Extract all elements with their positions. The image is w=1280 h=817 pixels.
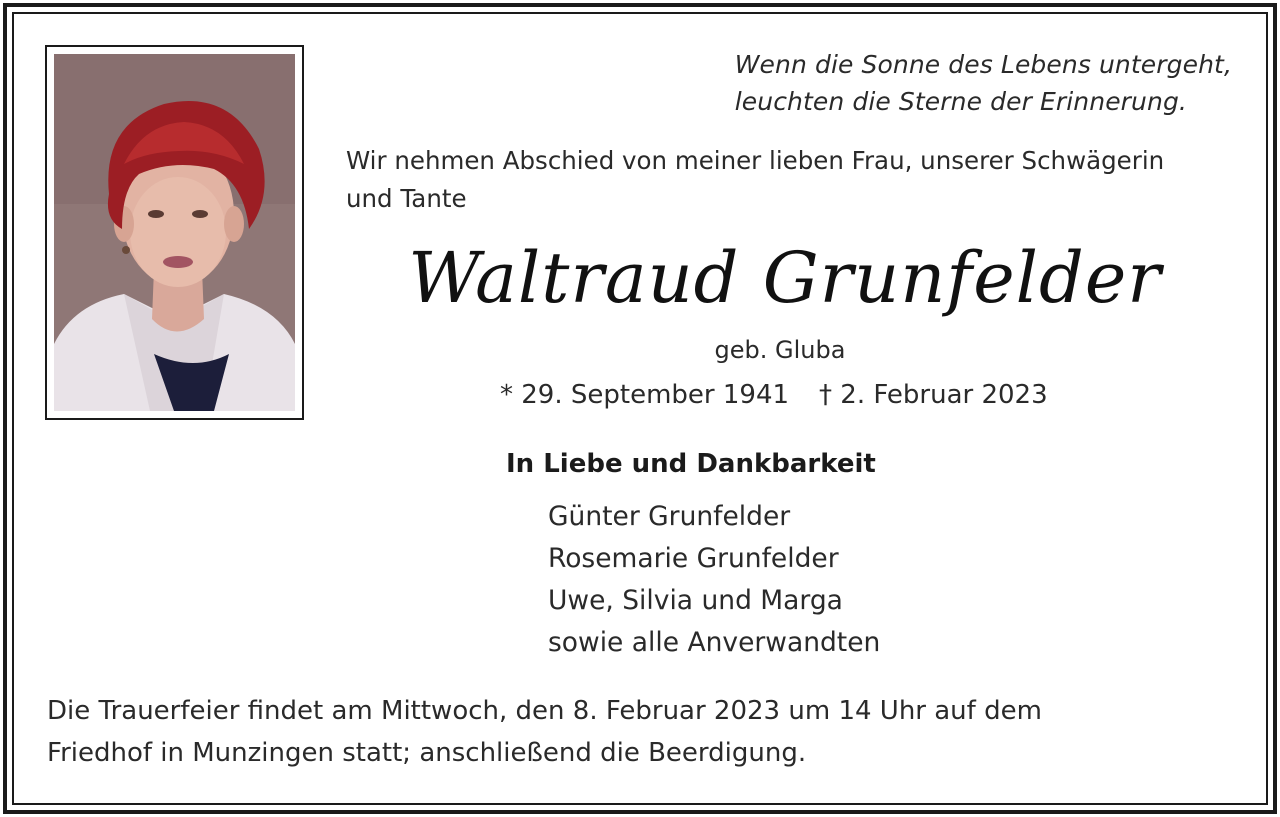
death-date: † 2. Februar 2023 [819,380,1048,410]
mourner-name: Günter Grunfelder [548,501,791,532]
mourners-list [548,496,880,664]
intro-line-2: und Tante [346,184,467,213]
quote-line-1: Wenn die Sonne des Lebens untergeht, [734,50,1232,79]
portrait-frame [45,45,304,420]
birth-date: * 29. September 1941 [500,380,790,410]
life-dates [500,375,1048,415]
portrait-illustration [54,54,295,411]
ceremony-line-2: Friedhof in Munzingen statt; anschließend die Beerdigung. [47,738,807,768]
mourner-name: sowie alle Anverwandten [548,627,881,658]
thanks-heading: In Liebe und Dankbarkeit [506,449,876,479]
maiden-name: geb. Gluba [714,336,846,364]
intro-text [346,142,1236,218]
ceremony-line-1: Die Trauerfeier findet am Mittwoch, den 8. Februar 2023 um 14 Uhr auf dem [47,696,1042,726]
mourner-name: Uwe, Silvia und Marga [548,585,843,616]
intro-line-1: Wir nehmen Abschied von meiner lieben Frau, unserer Schwägerin [346,146,1165,175]
quote [735,46,1232,120]
deceased-name: Waltraud Grunfelder [408,237,1162,319]
mourner-name: Rosemarie Grunfelder [548,543,839,574]
ceremony-info [47,690,1237,774]
quote-line-2: leuchten die Sterne der Erinnerung. [734,87,1187,116]
portrait-photo [54,54,295,411]
